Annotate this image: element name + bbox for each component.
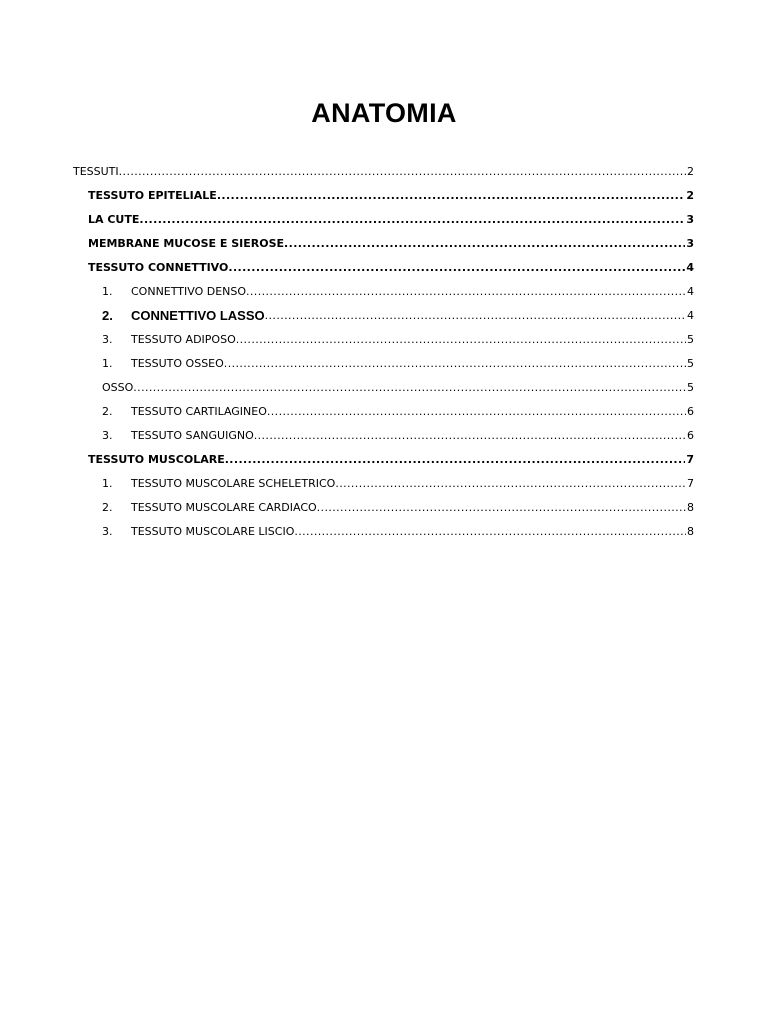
toc-dot-leader [246, 285, 686, 299]
toc-dot-leader [335, 477, 686, 491]
toc-page-number: 6 [687, 405, 694, 418]
toc-entry-number: 3. [102, 525, 113, 538]
toc-entry-tessuto-connettivo[interactable] [88, 255, 694, 275]
document-title: ANATOMIA [311, 98, 457, 128]
toc-entry-muscolare-cardiaco[interactable] [102, 495, 694, 515]
toc-entry-number: 2. [102, 405, 113, 418]
toc-entry-osso[interactable] [102, 375, 694, 395]
toc-dot-leader [217, 189, 686, 203]
toc-entry-tessuto-cartilagineo[interactable] [102, 399, 694, 419]
toc-dot-leader [254, 429, 686, 443]
toc-dot-leader [236, 333, 686, 347]
toc-entry-tessuto-osseo[interactable] [102, 351, 694, 371]
toc-entry-muscolare-liscio[interactable] [102, 519, 694, 539]
toc-page-number: 5 [687, 333, 694, 346]
toc-entry-tessuto-adiposo[interactable] [102, 327, 694, 347]
toc-page-number: 8 [687, 501, 694, 514]
toc-entry-membrane-mucose[interactable] [88, 231, 694, 251]
toc-entry-tessuti[interactable] [73, 159, 694, 179]
toc-entry-label: CONNETTIVO DENSO [131, 285, 247, 298]
toc-page-number: 8 [687, 525, 694, 538]
toc-page-number: 4 [686, 261, 694, 274]
toc-entry-number: 1. [102, 477, 113, 490]
toc-page-number: 2 [687, 165, 694, 178]
toc-entry-label: TESSUTO MUSCOLARE SCHELETRICO [131, 477, 336, 490]
toc-entry-label: TESSUTO CARTILAGINEO [131, 405, 267, 418]
toc-page-number: 3 [686, 237, 694, 250]
toc-dot-leader [119, 165, 686, 179]
toc-entry-number: 2. [102, 501, 113, 514]
toc-dot-leader [139, 213, 685, 227]
toc-dot-leader [133, 381, 686, 395]
toc-page-number: 4 [687, 285, 694, 298]
toc-entry-label: TESSUTO MUSCOLARE LISCIO [131, 525, 295, 538]
toc-dot-leader [225, 453, 686, 467]
toc-entry-number: 3. [102, 333, 113, 346]
toc-entry-muscolare-scheletrico[interactable] [102, 471, 694, 491]
toc-page-number: 4 [687, 309, 694, 322]
toc-entry-label: TESSUTO CONNETTIVO [88, 261, 229, 274]
toc-entry-tessuto-epiteliale[interactable] [88, 183, 694, 203]
toc-entry-label: TESSUTO SANGUIGNO [131, 429, 254, 442]
toc-entry-label: MEMBRANE MUCOSE E SIEROSE [88, 237, 285, 250]
toc-entry-la-cute[interactable] [88, 207, 694, 227]
toc-entry-tessuto-sanguigno[interactable] [102, 423, 694, 443]
toc-entry-label: LA CUTE [88, 213, 140, 226]
toc-dot-leader [317, 501, 686, 515]
toc-page-number: 7 [686, 453, 694, 466]
toc-entry-tessuto-muscolare[interactable] [88, 447, 694, 467]
toc-entry-number: 1. [102, 285, 113, 298]
toc-entry-label: TESSUTI [73, 165, 119, 178]
toc-page-number: 6 [687, 429, 694, 442]
toc-dot-leader [265, 309, 686, 323]
toc-page-number: 3 [686, 213, 694, 226]
toc-page-number: 5 [687, 381, 694, 394]
toc-entry-connettivo-denso[interactable] [102, 279, 694, 299]
toc-entry-label: TESSUTO EPITELIALE [88, 189, 217, 202]
toc-entry-connettivo-lasso[interactable] [102, 303, 694, 323]
toc-dot-leader [224, 357, 686, 371]
toc-entry-number: 1. [102, 357, 113, 370]
toc-entry-label: TESSUTO OSSEO [131, 357, 224, 370]
toc-page-number: 5 [687, 357, 694, 370]
toc-entry-label: TESSUTO MUSCOLARE [88, 453, 225, 466]
toc-page-number: 2 [686, 189, 694, 202]
toc-dot-leader [267, 405, 686, 419]
toc-dot-leader [284, 237, 685, 251]
toc-dot-leader [228, 261, 685, 275]
toc-entry-label: TESSUTO ADIPOSO [131, 333, 236, 346]
toc-entry-label: OSSO [102, 381, 134, 394]
toc-entry-number: 2. [102, 308, 113, 323]
toc-dot-leader [294, 525, 686, 539]
toc-entry-label: TESSUTO MUSCOLARE CARDIACO [131, 501, 317, 514]
toc-entry-label: CONNETTIVO LASSO [131, 308, 265, 323]
toc-page-number: 7 [687, 477, 694, 490]
toc-entry-number: 3. [102, 429, 113, 442]
